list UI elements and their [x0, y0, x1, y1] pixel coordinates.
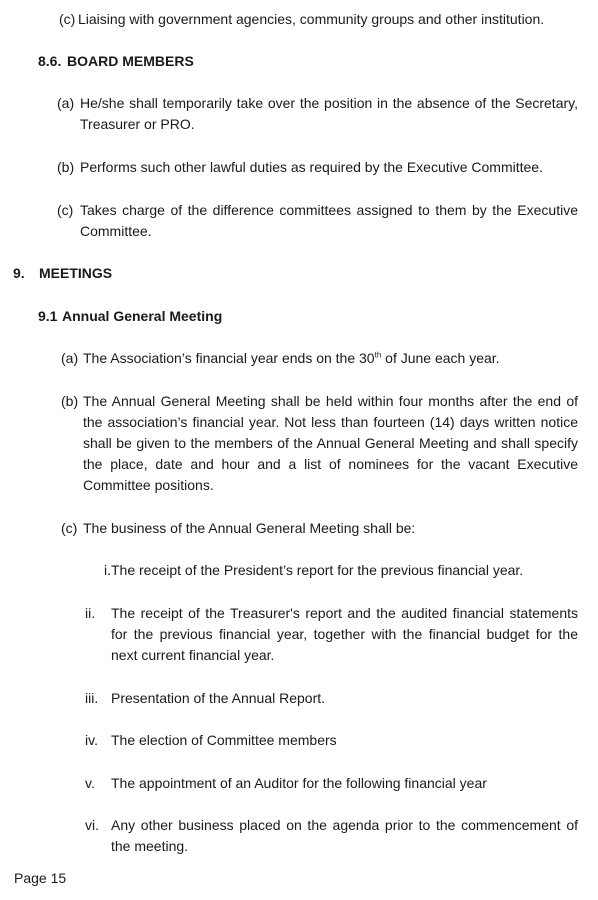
text-after: of June each year. — [381, 350, 500, 366]
page-number: Page 15 — [14, 870, 67, 886]
section-title: Annual General Meeting — [62, 308, 223, 324]
list-item-text — [83, 348, 578, 369]
list-item-text: He/she shall temporarily take over the position in the absence of the Secretary, Treasurer or PRO. — [80, 95, 578, 132]
list-item-8-6-c — [57, 200, 578, 242]
list-item-8-6-b — [57, 157, 578, 178]
list-marker: (c) — [57, 202, 74, 218]
list-item-text: Liaising with government agencies, community groups and other institution. — [78, 11, 545, 27]
list-marker: vi. — [85, 817, 99, 833]
list-item-text: Takes charge of the difference committees assigned to them by the Executive Committee. — [80, 202, 578, 239]
business-item-iii — [85, 688, 578, 709]
text-before: The Association’s financial year ends on the 30 — [83, 350, 375, 366]
section-number: 9. — [13, 265, 25, 281]
ordinal-suffix: th — [374, 350, 382, 360]
section-number: 9.1 — [38, 308, 58, 324]
list-item-text: The Annual General Meeting shall be held within four months after the end of the association’s financial year. Not less than fourteen (14) days written notice shall be given to the members of the Annual General Meeting and shall specify the place, date and hour and a list of nominees for the vacant Executive Committee positions. — [83, 393, 578, 493]
list-marker: v. — [85, 775, 95, 791]
list-item-text: Presentation of the Annual Report. — [111, 690, 326, 706]
list-item-text: The receipt of the President’s report for the previous financial year. — [111, 562, 524, 578]
business-item-v — [85, 773, 578, 794]
list-item-text: The business of the Annual General Meeting shall be: — [83, 520, 416, 536]
list-marker: (c) — [61, 520, 78, 536]
section-number: 8.6. — [38, 53, 62, 69]
list-item-9-1-c — [61, 518, 578, 539]
business-item-ii — [85, 603, 578, 666]
section-title: BOARD MEMBERS — [67, 53, 194, 69]
list-item-text: Performs such other lawful duties as required by the Executive Committee. — [80, 159, 543, 175]
list-marker: iii. — [85, 690, 99, 706]
list-item-8-5-c — [59, 9, 579, 30]
list-item-text: The appointment of an Auditor for the following financial year — [111, 775, 487, 791]
section-heading-8-6 — [38, 51, 578, 72]
section-heading-9 — [13, 263, 578, 284]
business-item-vi — [85, 815, 578, 857]
list-marker: i. — [104, 562, 111, 578]
list-marker: ii. — [85, 605, 96, 621]
list-item-8-6-a — [57, 93, 578, 135]
business-item-iv — [85, 730, 578, 751]
list-item-9-1-b — [61, 391, 578, 496]
list-item-text: The election of Committee members — [111, 732, 337, 748]
list-marker: (a) — [61, 350, 79, 366]
list-marker: iv. — [85, 732, 98, 748]
list-marker: (b) — [57, 159, 75, 175]
list-marker: (c) — [59, 11, 76, 27]
list-item-text: The receipt of the Treasurer's report and the audited financial statements for the previous financial year, together with the financial budget for the next current financial year. — [111, 605, 578, 663]
section-heading-9-1 — [38, 306, 578, 327]
list-item-text: Any other business placed on the agenda prior to the commencement of the meeting. — [111, 817, 578, 854]
section-title: MEETINGS — [39, 265, 113, 281]
list-item-9-1-a — [61, 348, 578, 369]
list-marker: (a) — [57, 95, 75, 111]
business-item-i — [85, 560, 578, 581]
list-marker: (b) — [61, 393, 79, 409]
